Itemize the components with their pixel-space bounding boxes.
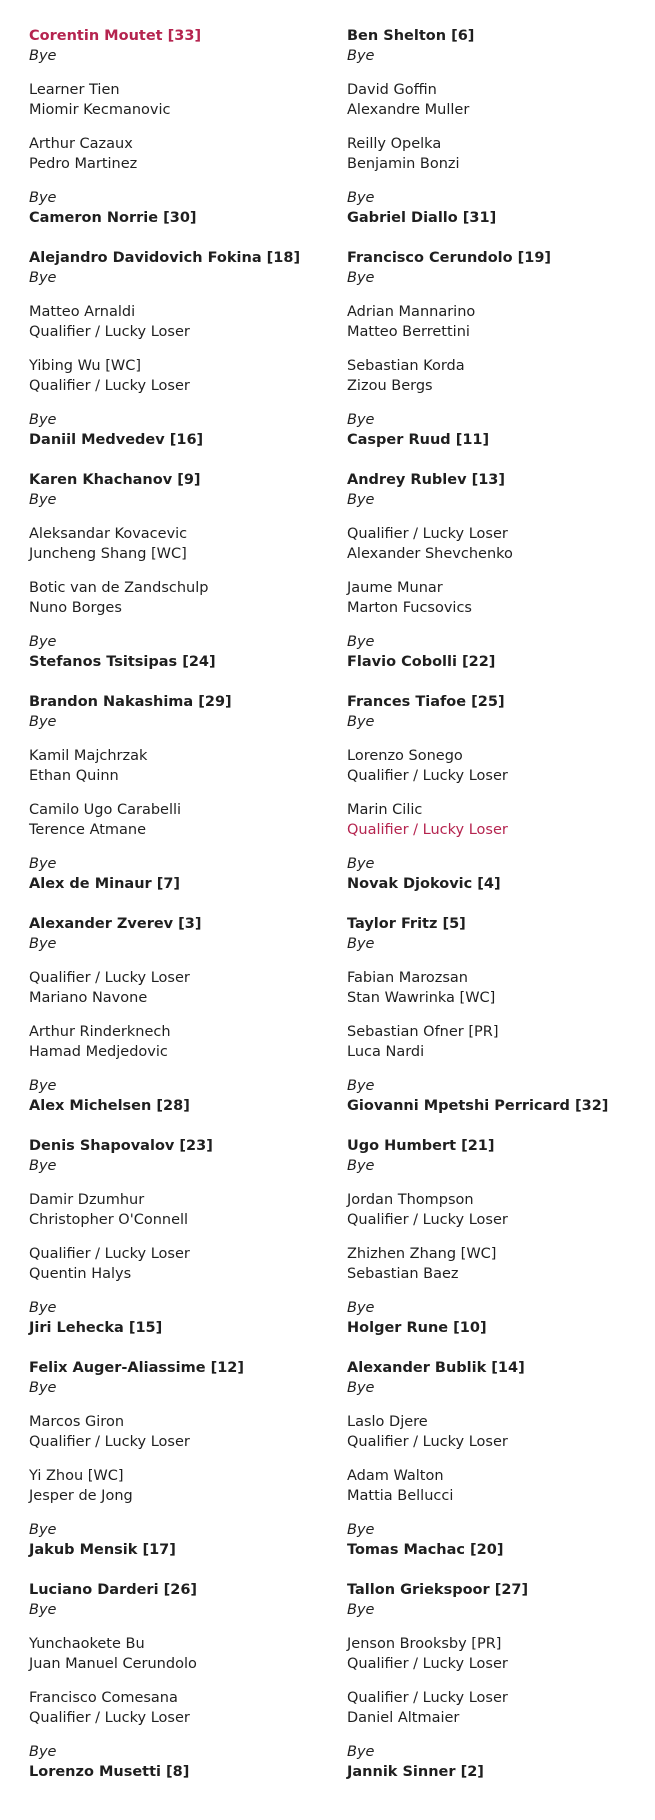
match-pair [29, 302, 318, 342]
player-name: Alexander Shevchenko [347, 546, 513, 562]
match-pair [29, 1412, 318, 1452]
bye-label: Bye [29, 190, 57, 206]
seeded-player: Alexander Zverev [3] [29, 916, 202, 932]
match-pair [29, 578, 318, 618]
player-name: Qualifier / Lucky Loser [347, 526, 508, 542]
player-name: Kamil Majchrzak [29, 748, 148, 764]
bye-label: Bye [347, 634, 375, 650]
bye-label: Bye [347, 936, 375, 952]
bye-label: Bye [29, 492, 57, 508]
bye-label: Bye [347, 1522, 375, 1538]
match-pair [29, 1022, 318, 1062]
bye-label: Bye [347, 1602, 375, 1618]
player-name: Yunchaokete Bu [29, 1636, 145, 1652]
player-name: Benjamin Bonzi [347, 156, 460, 172]
bye-label: Bye [347, 856, 375, 872]
seeded-player: Ben Shelton [6] [347, 28, 475, 44]
seed-top-group [29, 470, 318, 510]
draw-section [347, 888, 655, 1114]
bye-label: Bye [29, 1522, 57, 1538]
player-name: Learner Tien [29, 82, 120, 98]
bye-label: Bye [347, 1744, 375, 1760]
seed-top-group [347, 1358, 655, 1398]
seed-top-group [347, 914, 655, 954]
seeded-player: Jannik Sinner [2] [347, 1764, 484, 1780]
bye-label: Bye [29, 270, 57, 286]
player-name: Matteo Arnaldi [29, 304, 136, 320]
match-pair [347, 1412, 655, 1452]
draw-section [347, 444, 655, 670]
match-pair [347, 800, 655, 840]
draw-section [29, 222, 318, 448]
player-name: Damir Dzumhur [29, 1192, 145, 1208]
player-name: David Goffin [347, 82, 437, 98]
seed-top-group [347, 470, 655, 510]
seeded-player: Alex Michelsen [28] [29, 1098, 190, 1114]
highlighted-player: Corentin Moutet [33] [29, 28, 202, 44]
match-pair [29, 1466, 318, 1506]
match-pair [29, 1244, 318, 1284]
bye-label: Bye [29, 1744, 57, 1760]
seeded-player: Felix Auger-Aliassime [12] [29, 1360, 245, 1376]
draw-section [29, 1332, 318, 1558]
player-name: Reilly Opelka [347, 136, 442, 152]
seeded-player: Alejandro Davidovich Fokina [18] [29, 250, 301, 266]
match-pair [347, 1190, 655, 1230]
highlighted-player: Qualifier / Lucky Loser [347, 822, 508, 838]
player-name: Qualifier / Lucky Loser [347, 1690, 508, 1706]
seeded-player: Jakub Mensik [17] [29, 1542, 176, 1558]
player-name: Jesper de Jong [29, 1488, 133, 1504]
player-name: Marin Cilic [347, 802, 423, 818]
seed-top-group [347, 1136, 655, 1176]
seeded-player: Casper Ruud [11] [347, 432, 490, 448]
draw-column-right [318, 0, 655, 1780]
match-pair [347, 746, 655, 786]
player-name: Qualifier / Lucky Loser [29, 1710, 190, 1726]
player-name: Christopher O'Connell [29, 1212, 189, 1228]
player-name: Marcos Giron [29, 1414, 125, 1430]
player-name: Ethan Quinn [29, 768, 119, 784]
bye-label: Bye [29, 1078, 57, 1094]
seed-top-group [29, 1358, 318, 1398]
seeded-player: Gabriel Diallo [31] [347, 210, 497, 226]
player-name: Jaume Munar [347, 580, 443, 596]
player-name: Zizou Bergs [347, 378, 433, 394]
player-name: Sebastian Baez [347, 1266, 459, 1282]
bye-label: Bye [347, 190, 375, 206]
player-name: Lorenzo Sonego [347, 748, 463, 764]
match-pair [347, 1688, 655, 1728]
player-name: Daniel Altmaier [347, 1710, 460, 1726]
player-name: Qualifier / Lucky Loser [29, 1246, 190, 1262]
player-name: Quentin Halys [29, 1266, 132, 1282]
draw-section [347, 222, 655, 448]
seeded-player: Brandon Nakashima [29] [29, 694, 232, 710]
match-pair [347, 134, 655, 174]
bye-label: Bye [347, 48, 375, 64]
player-name: Qualifier / Lucky Loser [29, 970, 190, 986]
bye-label: Bye [347, 1380, 375, 1396]
player-name: Yi Zhou [WC] [29, 1468, 124, 1484]
player-name: Pedro Martinez [29, 156, 138, 172]
draw-section [29, 1554, 318, 1780]
seeded-player: Francisco Cerundolo [19] [347, 250, 552, 266]
seeded-player: Alexander Bublik [14] [347, 1360, 525, 1376]
player-name: Arthur Rinderknech [29, 1024, 171, 1040]
seeded-player: Taylor Fritz [5] [347, 916, 466, 932]
match-pair [29, 80, 318, 120]
bye-label: Bye [29, 936, 57, 952]
seed-top-group [29, 692, 318, 732]
seeded-player: Giovanni Mpetshi Perricard [32] [347, 1098, 609, 1114]
draw-section [347, 0, 655, 226]
seed-top-group [347, 1580, 655, 1620]
bye-label: Bye [347, 270, 375, 286]
seeded-player: Tomas Machac [20] [347, 1542, 504, 1558]
player-name: Arthur Cazaux [29, 136, 133, 152]
bye-label: Bye [29, 1158, 57, 1174]
player-name: Hamad Medjedovic [29, 1044, 168, 1060]
seed-top-group [29, 26, 318, 66]
seed-top-group [29, 1136, 318, 1176]
player-name: Qualifier / Lucky Loser [347, 1212, 508, 1228]
match-pair [29, 1190, 318, 1230]
match-pair [347, 1466, 655, 1506]
seeded-player: Cameron Norrie [30] [29, 210, 197, 226]
match-pair [29, 134, 318, 174]
player-name: Qualifier / Lucky Loser [347, 768, 508, 784]
player-name: Mattia Bellucci [347, 1488, 454, 1504]
match-pair [29, 968, 318, 1008]
seeded-player: Frances Tiafoe [25] [347, 694, 505, 710]
player-name: Jenson Brooksby [PR] [347, 1636, 502, 1652]
player-name: Mariano Navone [29, 990, 148, 1006]
bye-label: Bye [29, 48, 57, 64]
player-name: Botic van de Zandschulp [29, 580, 209, 596]
bye-label: Bye [29, 412, 57, 428]
seed-top-group [347, 692, 655, 732]
bye-label: Bye [347, 1078, 375, 1094]
player-name: Juncheng Shang [WC] [29, 546, 187, 562]
seeded-player: Alex de Minaur [7] [29, 876, 181, 892]
seed-top-group [347, 26, 655, 66]
match-pair [29, 800, 318, 840]
player-name: Qualifier / Lucky Loser [347, 1656, 508, 1672]
seeded-player: Holger Rune [10] [347, 1320, 487, 1336]
player-name: Aleksandar Kovacevic [29, 526, 188, 542]
player-name: Qualifier / Lucky Loser [29, 324, 190, 340]
player-name: Jordan Thompson [347, 1192, 474, 1208]
seeded-player: Andrey Rublev [13] [347, 472, 506, 488]
player-name: Qualifier / Lucky Loser [29, 378, 190, 394]
bye-label: Bye [347, 1158, 375, 1174]
player-name: Sebastian Korda [347, 358, 465, 374]
draw-section [347, 1332, 655, 1558]
bye-label: Bye [347, 1300, 375, 1316]
match-pair [347, 80, 655, 120]
match-pair [347, 1244, 655, 1284]
match-pair [347, 302, 655, 342]
draw-section [347, 666, 655, 892]
seeded-player: Lorenzo Musetti [8] [29, 1764, 190, 1780]
match-pair [29, 1688, 318, 1728]
bye-label: Bye [347, 714, 375, 730]
player-name: Nuno Borges [29, 600, 122, 616]
player-name: Francisco Comesana [29, 1690, 178, 1706]
seeded-player: Ugo Humbert [21] [347, 1138, 495, 1154]
bye-label: Bye [347, 492, 375, 508]
seeded-player: Stefanos Tsitsipas [24] [29, 654, 216, 670]
draw-section [29, 0, 318, 226]
match-pair [347, 1022, 655, 1062]
player-name: Luca Nardi [347, 1044, 425, 1060]
seeded-player: Luciano Darderi [26] [29, 1582, 198, 1598]
bye-label: Bye [29, 714, 57, 730]
draw-section [29, 888, 318, 1114]
draw-section [29, 1110, 318, 1336]
player-name: Zhizhen Zhang [WC] [347, 1246, 497, 1262]
player-name: Sebastian Ofner [PR] [347, 1024, 499, 1040]
player-name: Qualifier / Lucky Loser [347, 1434, 508, 1450]
player-name: Adam Walton [347, 1468, 444, 1484]
player-name: Laslo Djere [347, 1414, 428, 1430]
seeded-player: Tallon Griekspoor [27] [347, 1582, 529, 1598]
player-name: Yibing Wu [WC] [29, 358, 141, 374]
match-pair [347, 968, 655, 1008]
player-name: Alexandre Muller [347, 102, 470, 118]
seed-top-group [29, 248, 318, 288]
seeded-player: Novak Djokovic [4] [347, 876, 501, 892]
draw-section [347, 1554, 655, 1780]
seed-bottom-group [347, 1742, 655, 1782]
draw-section [29, 666, 318, 892]
seed-top-group [347, 248, 655, 288]
player-name: Marton Fucsovics [347, 600, 472, 616]
seeded-player: Karen Khachanov [9] [29, 472, 201, 488]
draw-section [347, 1110, 655, 1336]
seed-top-group [29, 1580, 318, 1620]
match-pair [347, 356, 655, 396]
match-pair [29, 1634, 318, 1674]
match-pair [29, 356, 318, 396]
bye-label: Bye [347, 412, 375, 428]
player-name: Matteo Berrettini [347, 324, 470, 340]
seeded-player: Jiri Lehecka [15] [29, 1320, 163, 1336]
player-name: Fabian Marozsan [347, 970, 468, 986]
bye-label: Bye [29, 856, 57, 872]
match-pair [347, 524, 655, 564]
player-name: Juan Manuel Cerundolo [29, 1656, 197, 1672]
bye-label: Bye [29, 1300, 57, 1316]
seed-bottom-group [29, 1742, 318, 1782]
match-pair [29, 524, 318, 564]
draw-section [29, 444, 318, 670]
bye-label: Bye [29, 634, 57, 650]
player-name: Miomir Kecmanovic [29, 102, 171, 118]
seed-top-group [29, 914, 318, 954]
match-pair [29, 746, 318, 786]
match-pair [347, 1634, 655, 1674]
player-name: Adrian Mannarino [347, 304, 476, 320]
match-pair [347, 578, 655, 618]
bye-label: Bye [29, 1602, 57, 1618]
seeded-player: Denis Shapovalov [23] [29, 1138, 213, 1154]
player-name: Camilo Ugo Carabelli [29, 802, 182, 818]
seeded-player: Daniil Medvedev [16] [29, 432, 204, 448]
draw-column-left [0, 0, 318, 1780]
player-name: Stan Wawrinka [WC] [347, 990, 496, 1006]
player-name: Qualifier / Lucky Loser [29, 1434, 190, 1450]
seeded-player: Flavio Cobolli [22] [347, 654, 496, 670]
bye-label: Bye [29, 1380, 57, 1396]
player-name: Terence Atmane [29, 822, 147, 838]
